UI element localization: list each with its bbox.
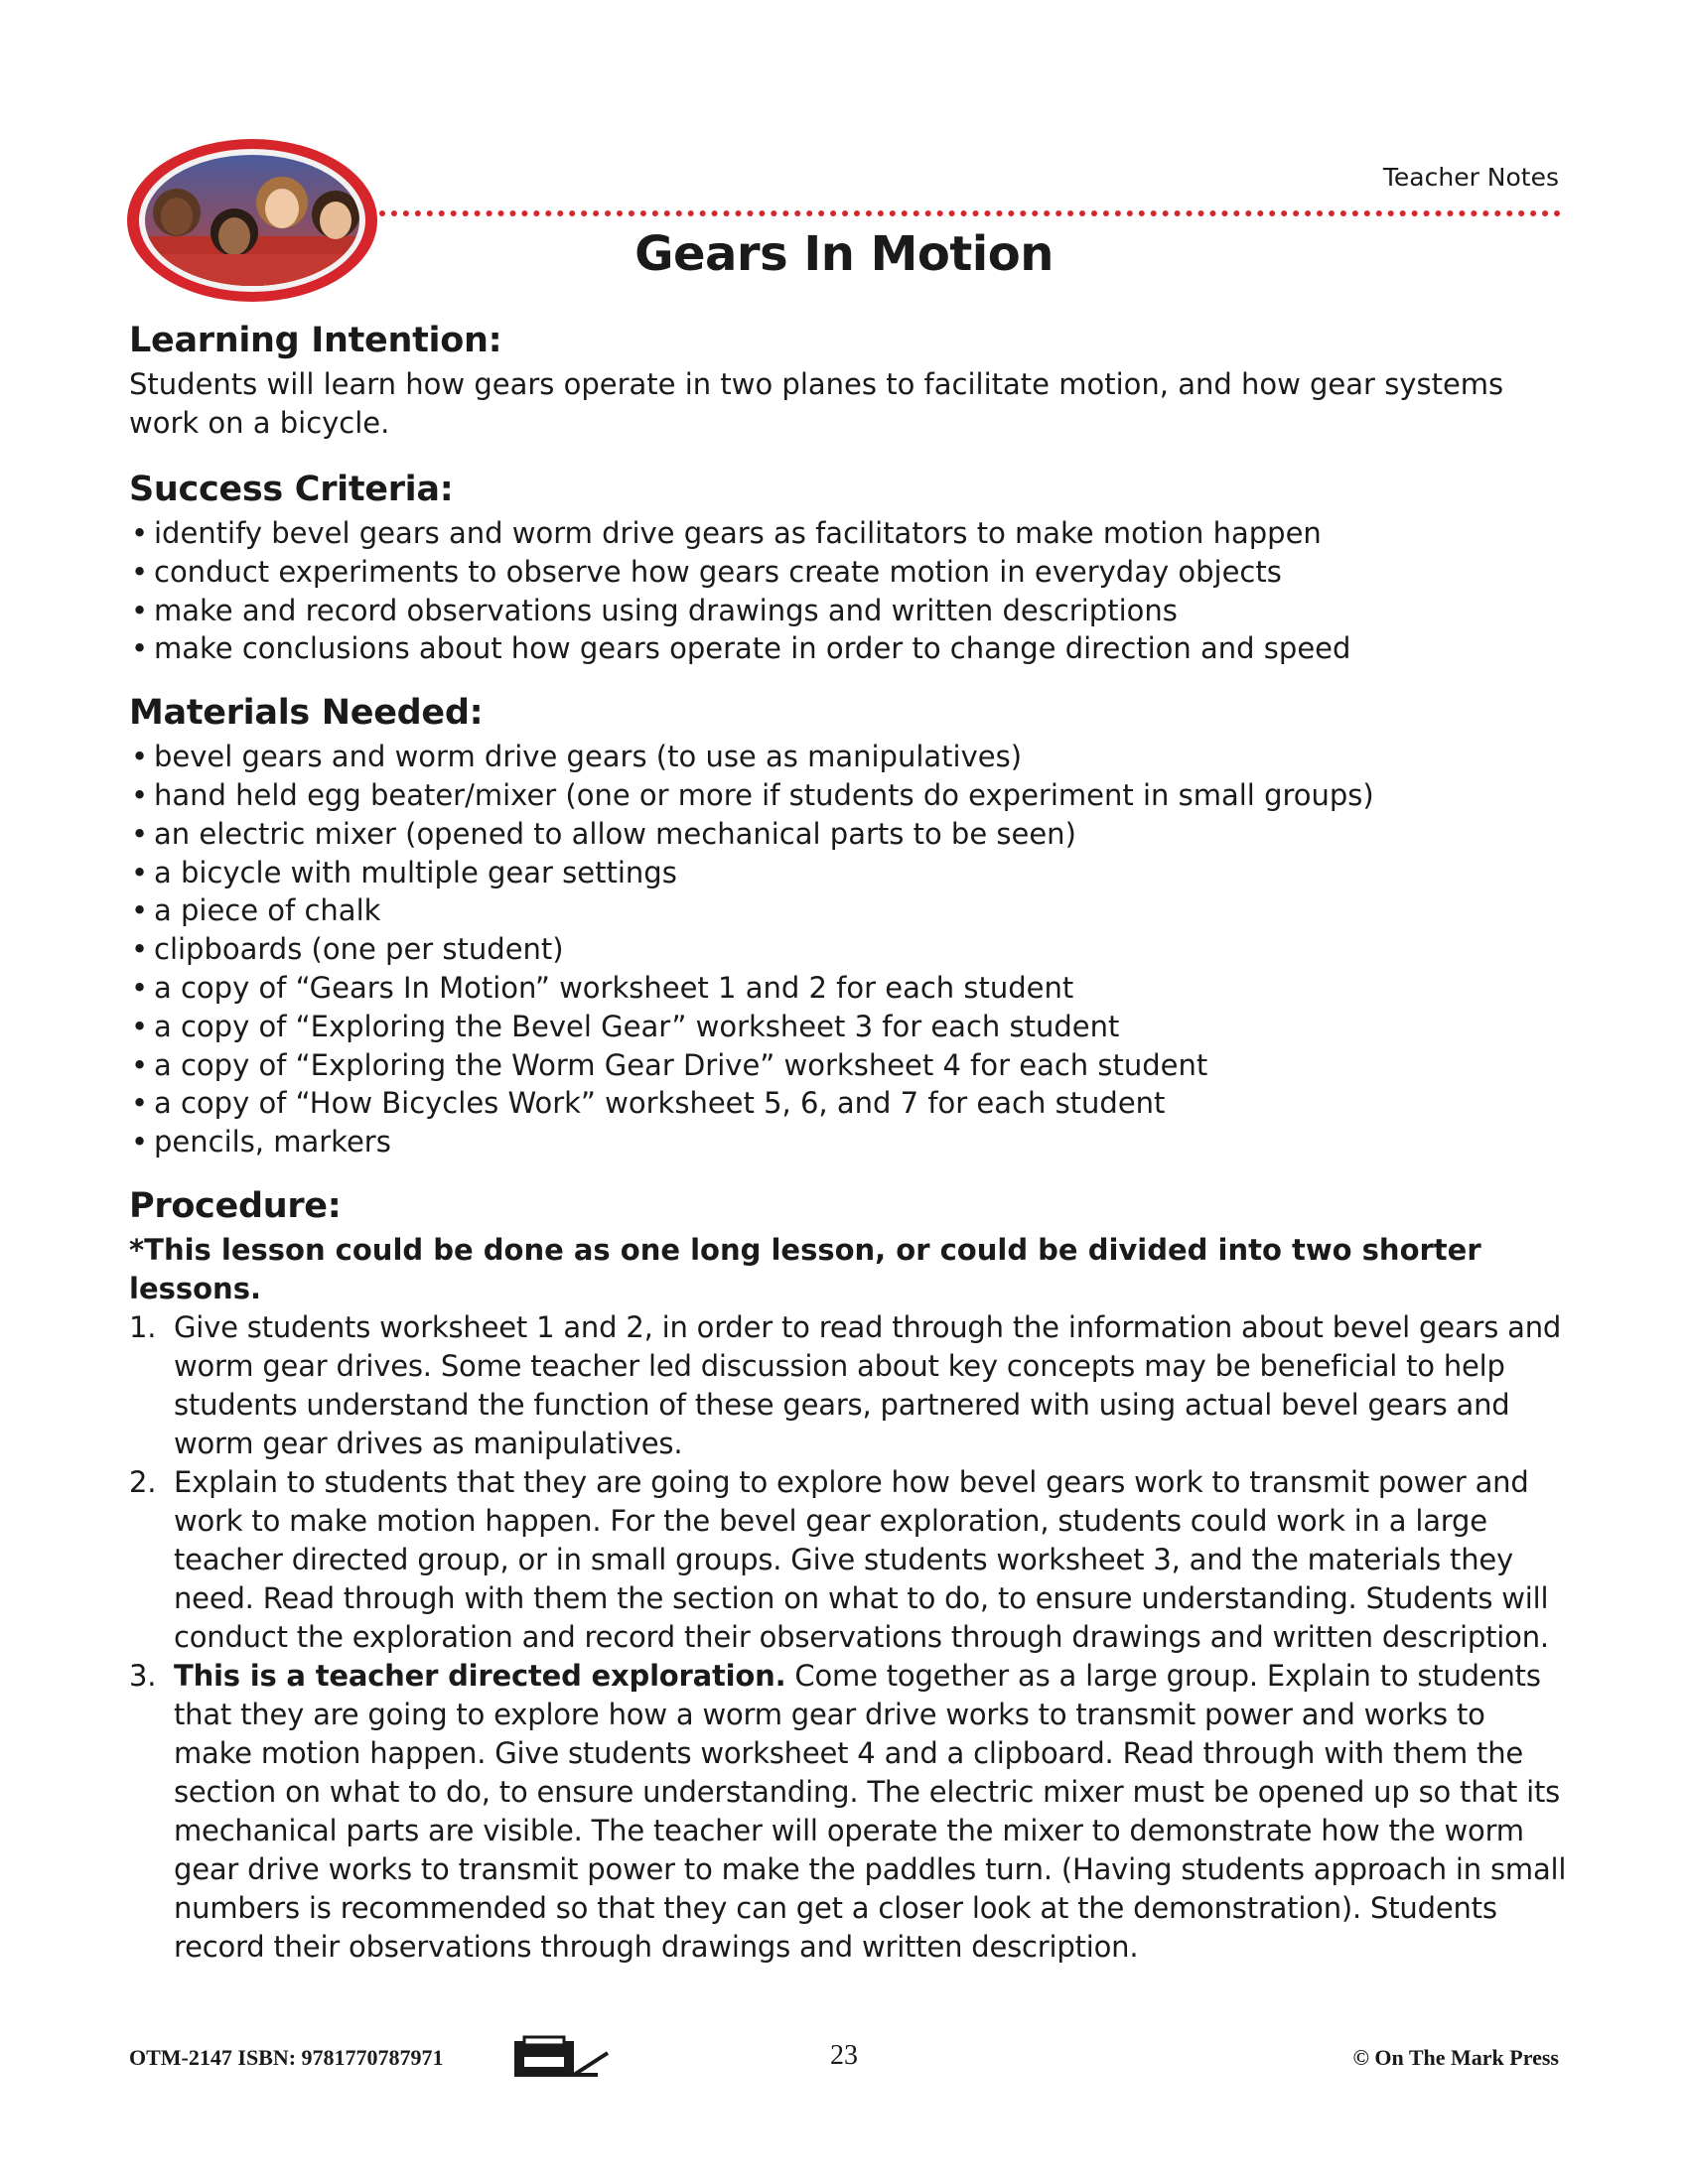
list-item: • clipboards (one per student) (129, 930, 1569, 969)
success-criteria-heading: Success Criteria: (129, 470, 454, 509)
list-item: • make conclusions about how gears operate in order to change direction and speed (129, 629, 1569, 668)
success-criteria-list (129, 514, 1569, 668)
list-item: • a piece of chalk (129, 891, 1569, 930)
list-item: • a copy of “Exploring the Bevel Gear” worksheet 3 for each student (129, 1008, 1569, 1046)
header-divider (379, 210, 1561, 216)
list-item: • a bicycle with multiple gear settings (129, 854, 1569, 892)
procedure-note: *This lesson could be done as one long lesson, or could be divided into two shorter lessons. (129, 1232, 1481, 1305)
step-lead: This is a teacher directed exploration. (174, 1658, 786, 1693)
procedure-step (129, 1463, 1569, 1657)
list-item: • identify bevel gears and worm drive gears as facilitators to make motion happen (129, 514, 1569, 553)
page-title: Gears In Motion (634, 226, 1054, 282)
section-label: Teacher Notes (1382, 163, 1559, 192)
main-content (129, 316, 1569, 1967)
step-number: 2. (129, 1464, 157, 1499)
step-number: 1. (129, 1309, 157, 1344)
list-item: • a copy of “Gears In Motion” worksheet 1 and 2 for each student (129, 969, 1569, 1008)
step-text: Explain to students that they are going to explore how bevel gears work to transmit power and work to make motion happen. For the bevel gear exploration, students could work in a large teacher directed group, or in small groups. Give students worksheet 3, and the materials they need. Read through with them the section on what to do, to ensure understanding. Students will conduct the exploration and record their observations through drawings and written description. (174, 1464, 1549, 1654)
list-item: • a copy of “How Bicycles Work” worksheet 5, 6, and 7 for each student (129, 1084, 1569, 1123)
page-number: 23 (830, 2040, 858, 2071)
footer-publisher: © On The Mark Press (1352, 2045, 1559, 2070)
list-item: • hand held egg beater/mixer (one or more if students do experiment in small groups) (129, 776, 1569, 815)
list-item: • conduct experiments to observe how gears create motion in everyday objects (129, 553, 1569, 592)
procedure-step (129, 1657, 1569, 1967)
materials-list (129, 738, 1569, 1161)
step-text: Come together as a large group. Explain to students that they are going to explore how a worm gear drive works to transmit power and works to make motion happen. Give students worksheet 4 and a clipboard. Read through with them the section on what to do, to ensure understanding. The electric mixer must be opened up so that its mechanical parts are visible. The teacher will operate the mixer to demonstrate how the worm gear drive works to transmit power to make the paddles turn. (Having students approach in small numbers is recommended so that they can get a closer look at the demonstration). Students record their observations through drawings and written description. (174, 1658, 1567, 1964)
list-item: • an electric mixer (opened to allow mechanical parts to be seen) (129, 815, 1569, 854)
procedure-step (129, 1308, 1569, 1463)
step-text: Give students worksheet 1 and 2, in order to read through the information about bevel gears and worm gear drives. Some teacher led discussion about key concepts may be beneficial to help students understand the function of these gears, partnered with using actual bevel gears and worm gear drives as manipulatives. (174, 1309, 1562, 1460)
step-number: 3. (129, 1658, 157, 1693)
materials-heading: Materials Needed: (129, 693, 484, 734)
list-item: • pencils, markers (129, 1123, 1569, 1161)
procedure-heading: Procedure: (129, 1185, 342, 1226)
list-item: • make and record observations using drawings and written descriptions (129, 592, 1569, 630)
learning-intention-heading: Learning Intention: (129, 321, 502, 360)
procedure-steps (129, 1308, 1569, 1967)
list-item: • bevel gears and worm drive gears (to use as manipulatives) (129, 738, 1569, 776)
learning-intention-text: Students will learn how gears operate in two planes to facilitate motion, and how gear systems work on a bicycle. (129, 367, 1504, 440)
footer-code: OTM-2147 ISBN: 9781770787971 (129, 2045, 444, 2070)
list-item: • a copy of “Exploring the Worm Gear Drive” worksheet 4 for each student (129, 1046, 1569, 1085)
